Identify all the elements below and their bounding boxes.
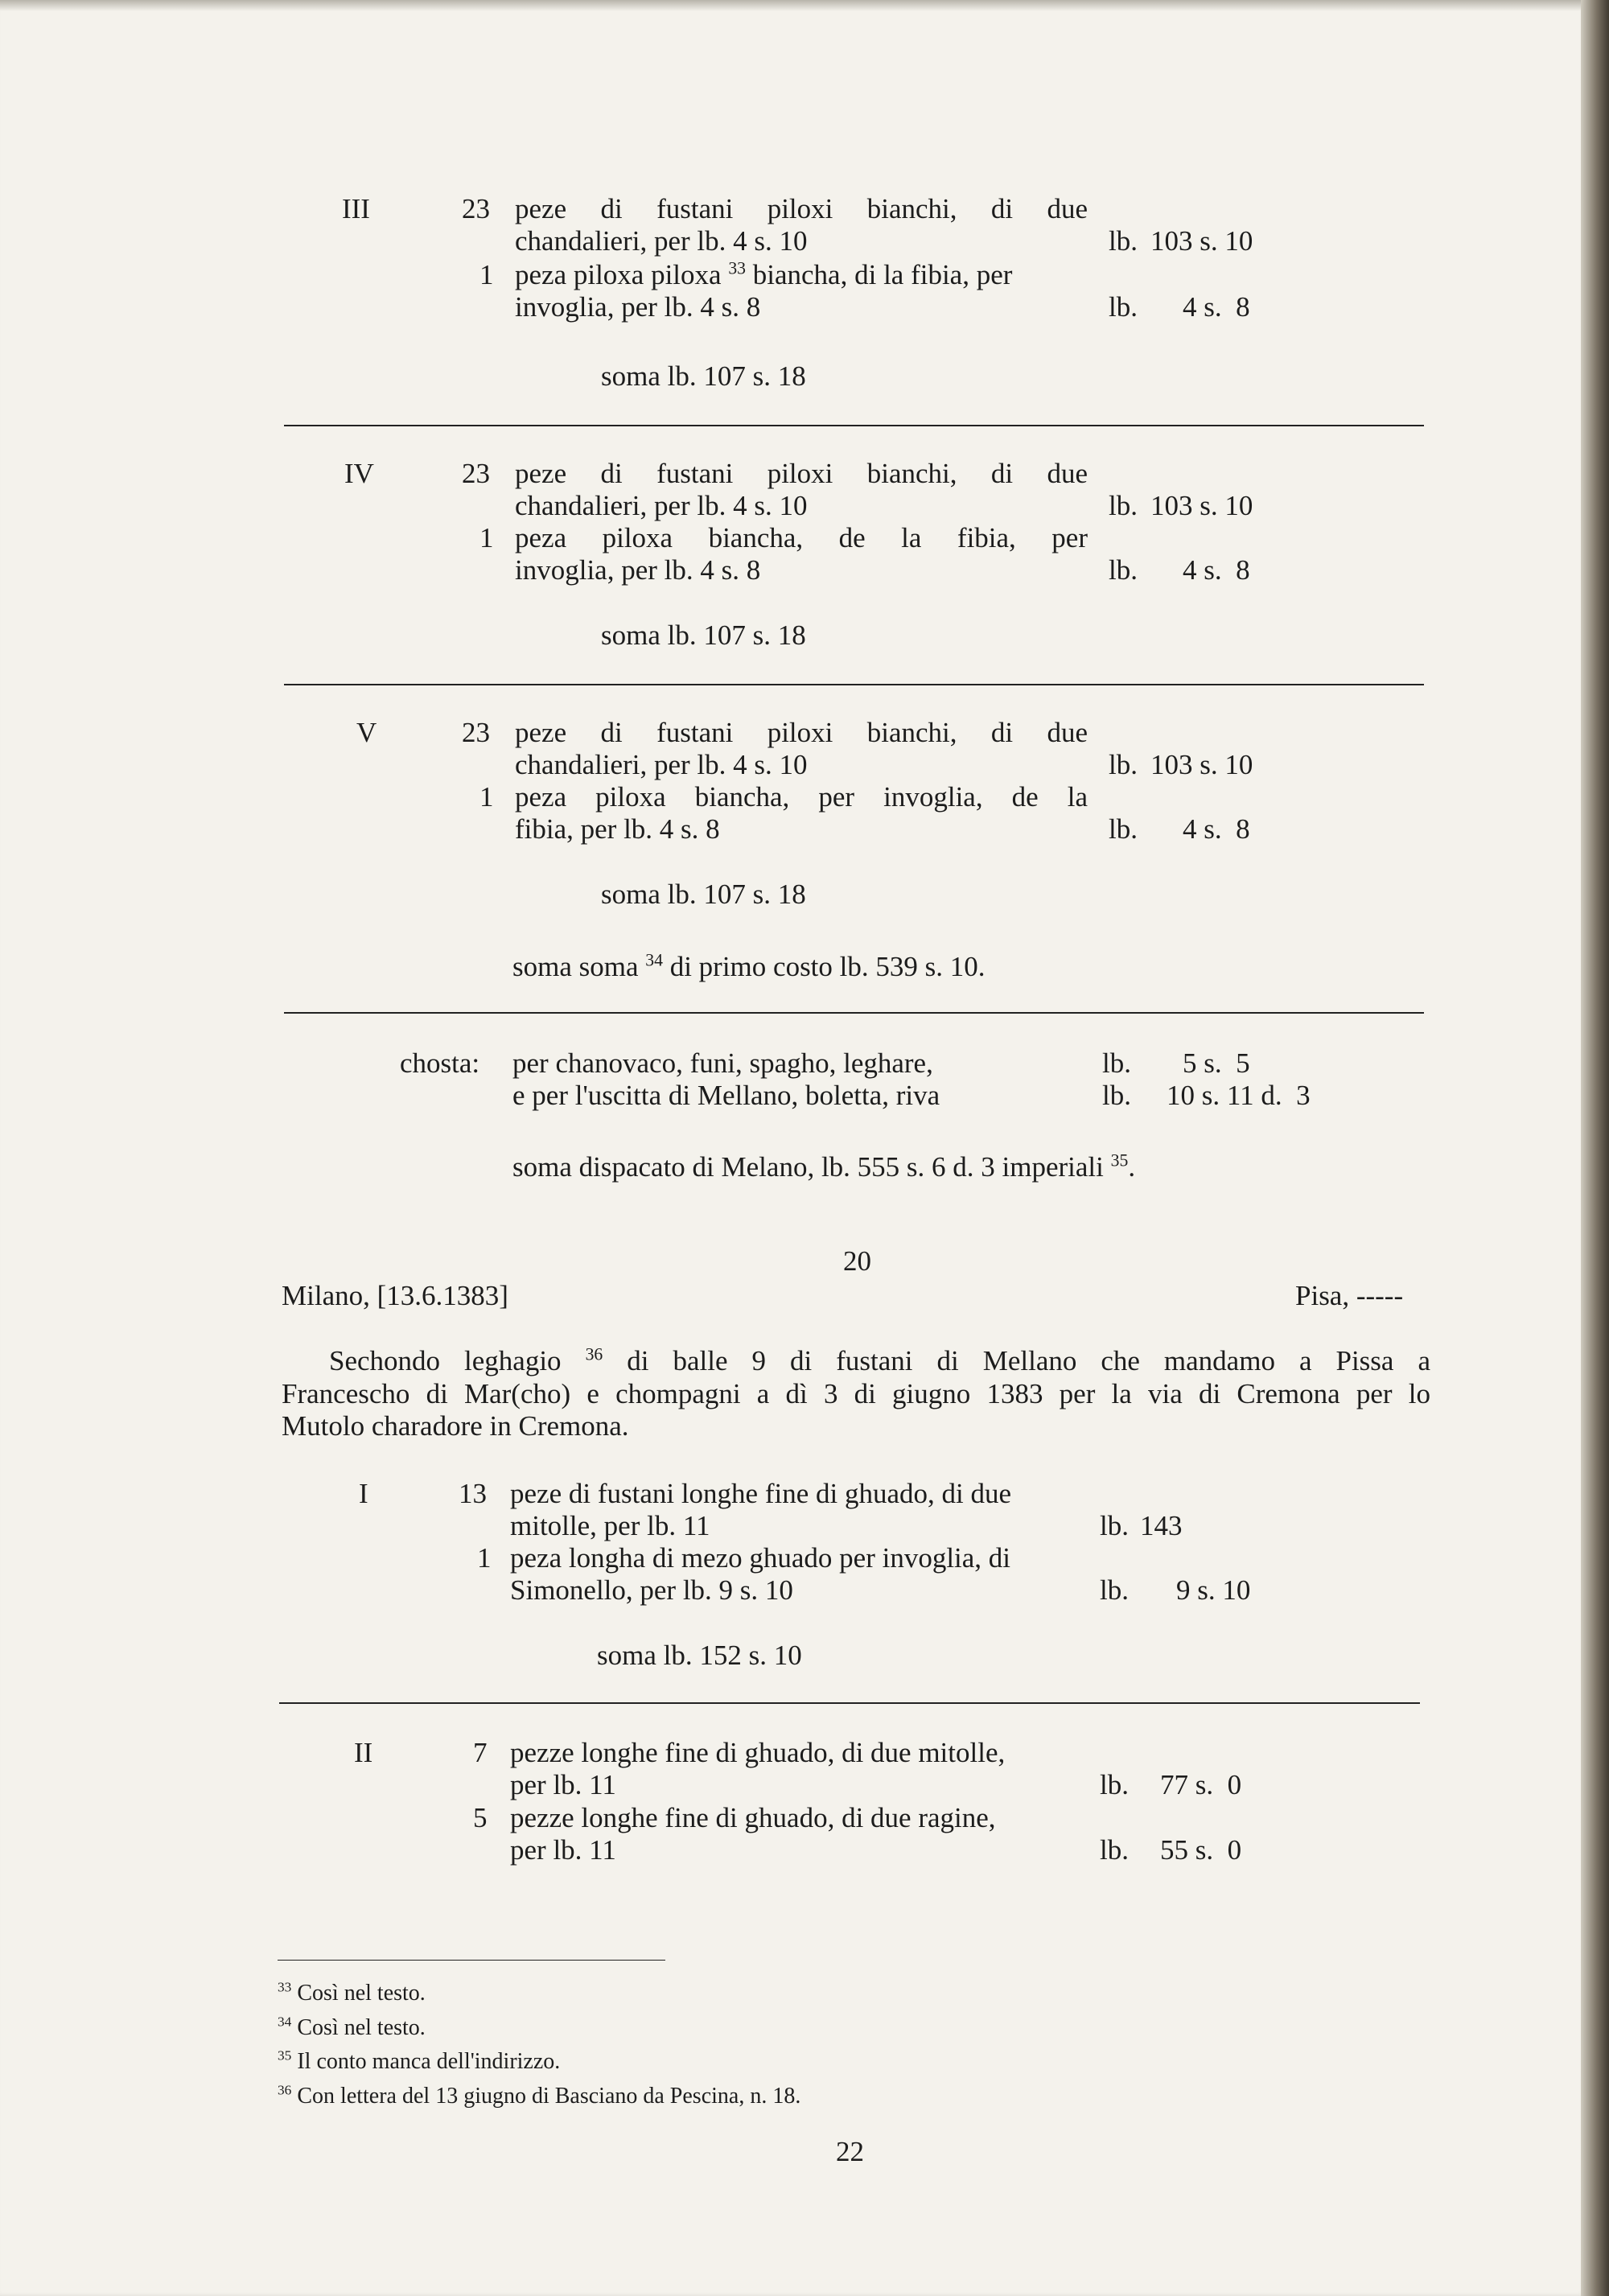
item-amount: 103 s. 10 bbox=[1150, 749, 1253, 780]
amount-unit: lb. bbox=[1100, 1510, 1129, 1541]
amount-unit: lb. bbox=[1109, 490, 1138, 521]
footnote bbox=[278, 2015, 426, 2041]
item-description: peza piloxa biancha, de la fibia, per bbox=[515, 522, 1088, 553]
cost-amount: 10 s. 11 d. 3 bbox=[1167, 1080, 1311, 1111]
item-amount: 9 s. 10 bbox=[1176, 1574, 1251, 1606]
bale-sum: soma lb. 107 s. 18 bbox=[601, 360, 806, 392]
item-description: chandalieri, per lb. 4 s. 10 bbox=[515, 749, 808, 780]
item-description: chandalieri, per lb. 4 s. 10 bbox=[515, 490, 808, 521]
item-description: Simonello, per lb. 9 s. 10 bbox=[510, 1574, 793, 1606]
letter-destination: Pisa, ----- bbox=[1295, 1280, 1404, 1311]
item-description bbox=[515, 259, 1012, 291]
text: . bbox=[1128, 1151, 1136, 1183]
item-amount: 4 s. 8 bbox=[1183, 291, 1250, 323]
item-description: peze di fustani longhe fine di ghuado, di due bbox=[510, 1478, 1012, 1509]
bale-sum: soma lb. 107 s. 18 bbox=[601, 878, 806, 910]
costs-label: chosta: bbox=[400, 1047, 480, 1079]
page-top-edge bbox=[0, 0, 1586, 11]
cost-amount: 5 s. 5 bbox=[1183, 1047, 1250, 1079]
item-amount: 55 s. 0 bbox=[1160, 1834, 1242, 1866]
divider bbox=[279, 1702, 1420, 1704]
item-amount: 77 s. 0 bbox=[1160, 1769, 1242, 1800]
amount-unit: lb. bbox=[1100, 1834, 1129, 1866]
item-qty: 1 bbox=[479, 522, 494, 553]
divider bbox=[284, 684, 1424, 685]
footnote-number: 34 bbox=[278, 2014, 292, 2030]
book-binding bbox=[1581, 0, 1609, 2296]
dispatch-total bbox=[512, 1151, 1135, 1183]
footnote-text: Così nel testo. bbox=[297, 1981, 426, 2006]
item-amount: 143 bbox=[1140, 1510, 1183, 1541]
amount-unit: lb. bbox=[1109, 749, 1138, 780]
footnote-ref: 36 bbox=[585, 1344, 603, 1364]
footnote-ref: 35 bbox=[1110, 1150, 1129, 1171]
bale-sum: soma lb. 152 s. 10 bbox=[597, 1640, 802, 1671]
item-qty: 1 bbox=[479, 259, 494, 290]
cost-description: per chanovaco, funi, spagho, leghare, bbox=[512, 1047, 933, 1079]
item-qty: 13 bbox=[459, 1478, 487, 1509]
item-description: invoglia, per lb. 4 s. 8 bbox=[515, 291, 761, 323]
footnote bbox=[278, 2049, 560, 2075]
bale-number: III bbox=[342, 193, 370, 224]
text: peza piloxa piloxa bbox=[515, 259, 729, 290]
footnote-text: Così nel testo. bbox=[297, 2015, 426, 2040]
text: soma dispacato di Melano, lb. 555 s. 6 d. 3 imperiali bbox=[512, 1151, 1111, 1183]
letter-origin: Milano, [13.6.1383] bbox=[282, 1280, 508, 1311]
amount-unit: lb. bbox=[1109, 813, 1138, 845]
text: di primo costo lb. 539 s. 10. bbox=[662, 951, 986, 982]
divider bbox=[284, 1012, 1424, 1014]
bale-sum: soma lb. 107 s. 18 bbox=[601, 619, 806, 651]
amount-unit: lb. bbox=[1100, 1769, 1129, 1800]
item-qty: 23 bbox=[462, 193, 490, 224]
footnote bbox=[278, 2084, 800, 2109]
item-amount: 4 s. 8 bbox=[1183, 554, 1250, 586]
cost-description: e per l'uscitta di Mellano, boletta, riva bbox=[512, 1080, 940, 1111]
item-description: mitolle, per lb. 11 bbox=[510, 1510, 710, 1541]
letter-intro: Francescho di Mar(cho) e chompagni a dì 3 di giugno 1383 per la via di Cremona per lo bbox=[282, 1378, 1430, 1409]
item-amount: 103 s. 10 bbox=[1150, 490, 1253, 521]
footnote-number: 35 bbox=[278, 2047, 292, 2064]
item-description: peze di fustani piloxi bianchi, di due bbox=[515, 458, 1088, 489]
item-description: chandalieri, per lb. 4 s. 10 bbox=[515, 225, 808, 257]
page-number: 22 bbox=[836, 2136, 864, 2167]
item-amount: 103 s. 10 bbox=[1150, 225, 1253, 257]
amount-unit: lb. bbox=[1102, 1047, 1131, 1079]
item-description: pezze longhe fine di ghuado, di due ragine, bbox=[510, 1802, 996, 1833]
item-qty: 23 bbox=[462, 717, 490, 748]
item-amount: 4 s. 8 bbox=[1183, 813, 1250, 845]
footnote-number: 33 bbox=[278, 1979, 292, 1995]
item-description: peze di fustani piloxi bianchi, di due bbox=[515, 717, 1088, 748]
amount-unit: lb. bbox=[1109, 291, 1138, 323]
item-description: peza longha di mezo ghuado per invoglia, di bbox=[510, 1542, 1011, 1574]
item-description: invoglia, per lb. 4 s. 8 bbox=[515, 554, 761, 586]
item-qty: 1 bbox=[477, 1542, 492, 1574]
grand-total bbox=[512, 951, 986, 983]
footnote bbox=[278, 1981, 426, 2006]
footnote-number: 36 bbox=[278, 2082, 292, 2098]
footnote-separator bbox=[278, 1960, 665, 1961]
letter-intro: Mutolo charadore in Cremona. bbox=[282, 1410, 629, 1442]
amount-unit: lb. bbox=[1109, 225, 1138, 257]
footnote-ref: 33 bbox=[728, 258, 747, 278]
item-qty: 7 bbox=[473, 1737, 488, 1768]
footnote-text: Il conto manca dell'indirizzo. bbox=[297, 2049, 561, 2074]
footnote-text: Con lettera del 13 giugno di Basciano da Pescina, n. 18. bbox=[297, 2084, 801, 2109]
letter-number: 20 bbox=[843, 1245, 871, 1277]
bale-number: II bbox=[354, 1737, 373, 1768]
item-qty: 1 bbox=[479, 781, 494, 813]
amount-unit: lb. bbox=[1109, 554, 1138, 586]
letter-intro bbox=[329, 1345, 1430, 1377]
amount-unit: lb. bbox=[1102, 1080, 1131, 1111]
text: di balle 9 di fustani di Mellano che mandamo a Pissa a bbox=[603, 1345, 1430, 1376]
footnote-ref: 34 bbox=[645, 950, 663, 970]
item-description: per lb. 11 bbox=[510, 1769, 616, 1800]
bale-number: I bbox=[359, 1478, 368, 1509]
bale-number: IV bbox=[344, 458, 374, 489]
item-qty: 5 bbox=[473, 1802, 488, 1833]
text: biancha, di la fibia, per bbox=[746, 259, 1013, 290]
divider bbox=[284, 425, 1424, 426]
bale-number: V bbox=[356, 717, 377, 748]
item-description: pezze longhe fine di ghuado, di due mitolle, bbox=[510, 1737, 1006, 1768]
text: soma soma bbox=[512, 951, 646, 982]
item-description: peza piloxa biancha, per invoglia, de la bbox=[515, 781, 1088, 813]
item-description: peze di fustani piloxi bianchi, di due bbox=[515, 193, 1088, 224]
text: Sechondo leghagio bbox=[329, 1345, 586, 1376]
amount-unit: lb. bbox=[1100, 1574, 1129, 1606]
item-description: fibia, per lb. 4 s. 8 bbox=[515, 813, 720, 845]
item-qty: 23 bbox=[462, 458, 490, 489]
item-description: per lb. 11 bbox=[510, 1834, 616, 1866]
